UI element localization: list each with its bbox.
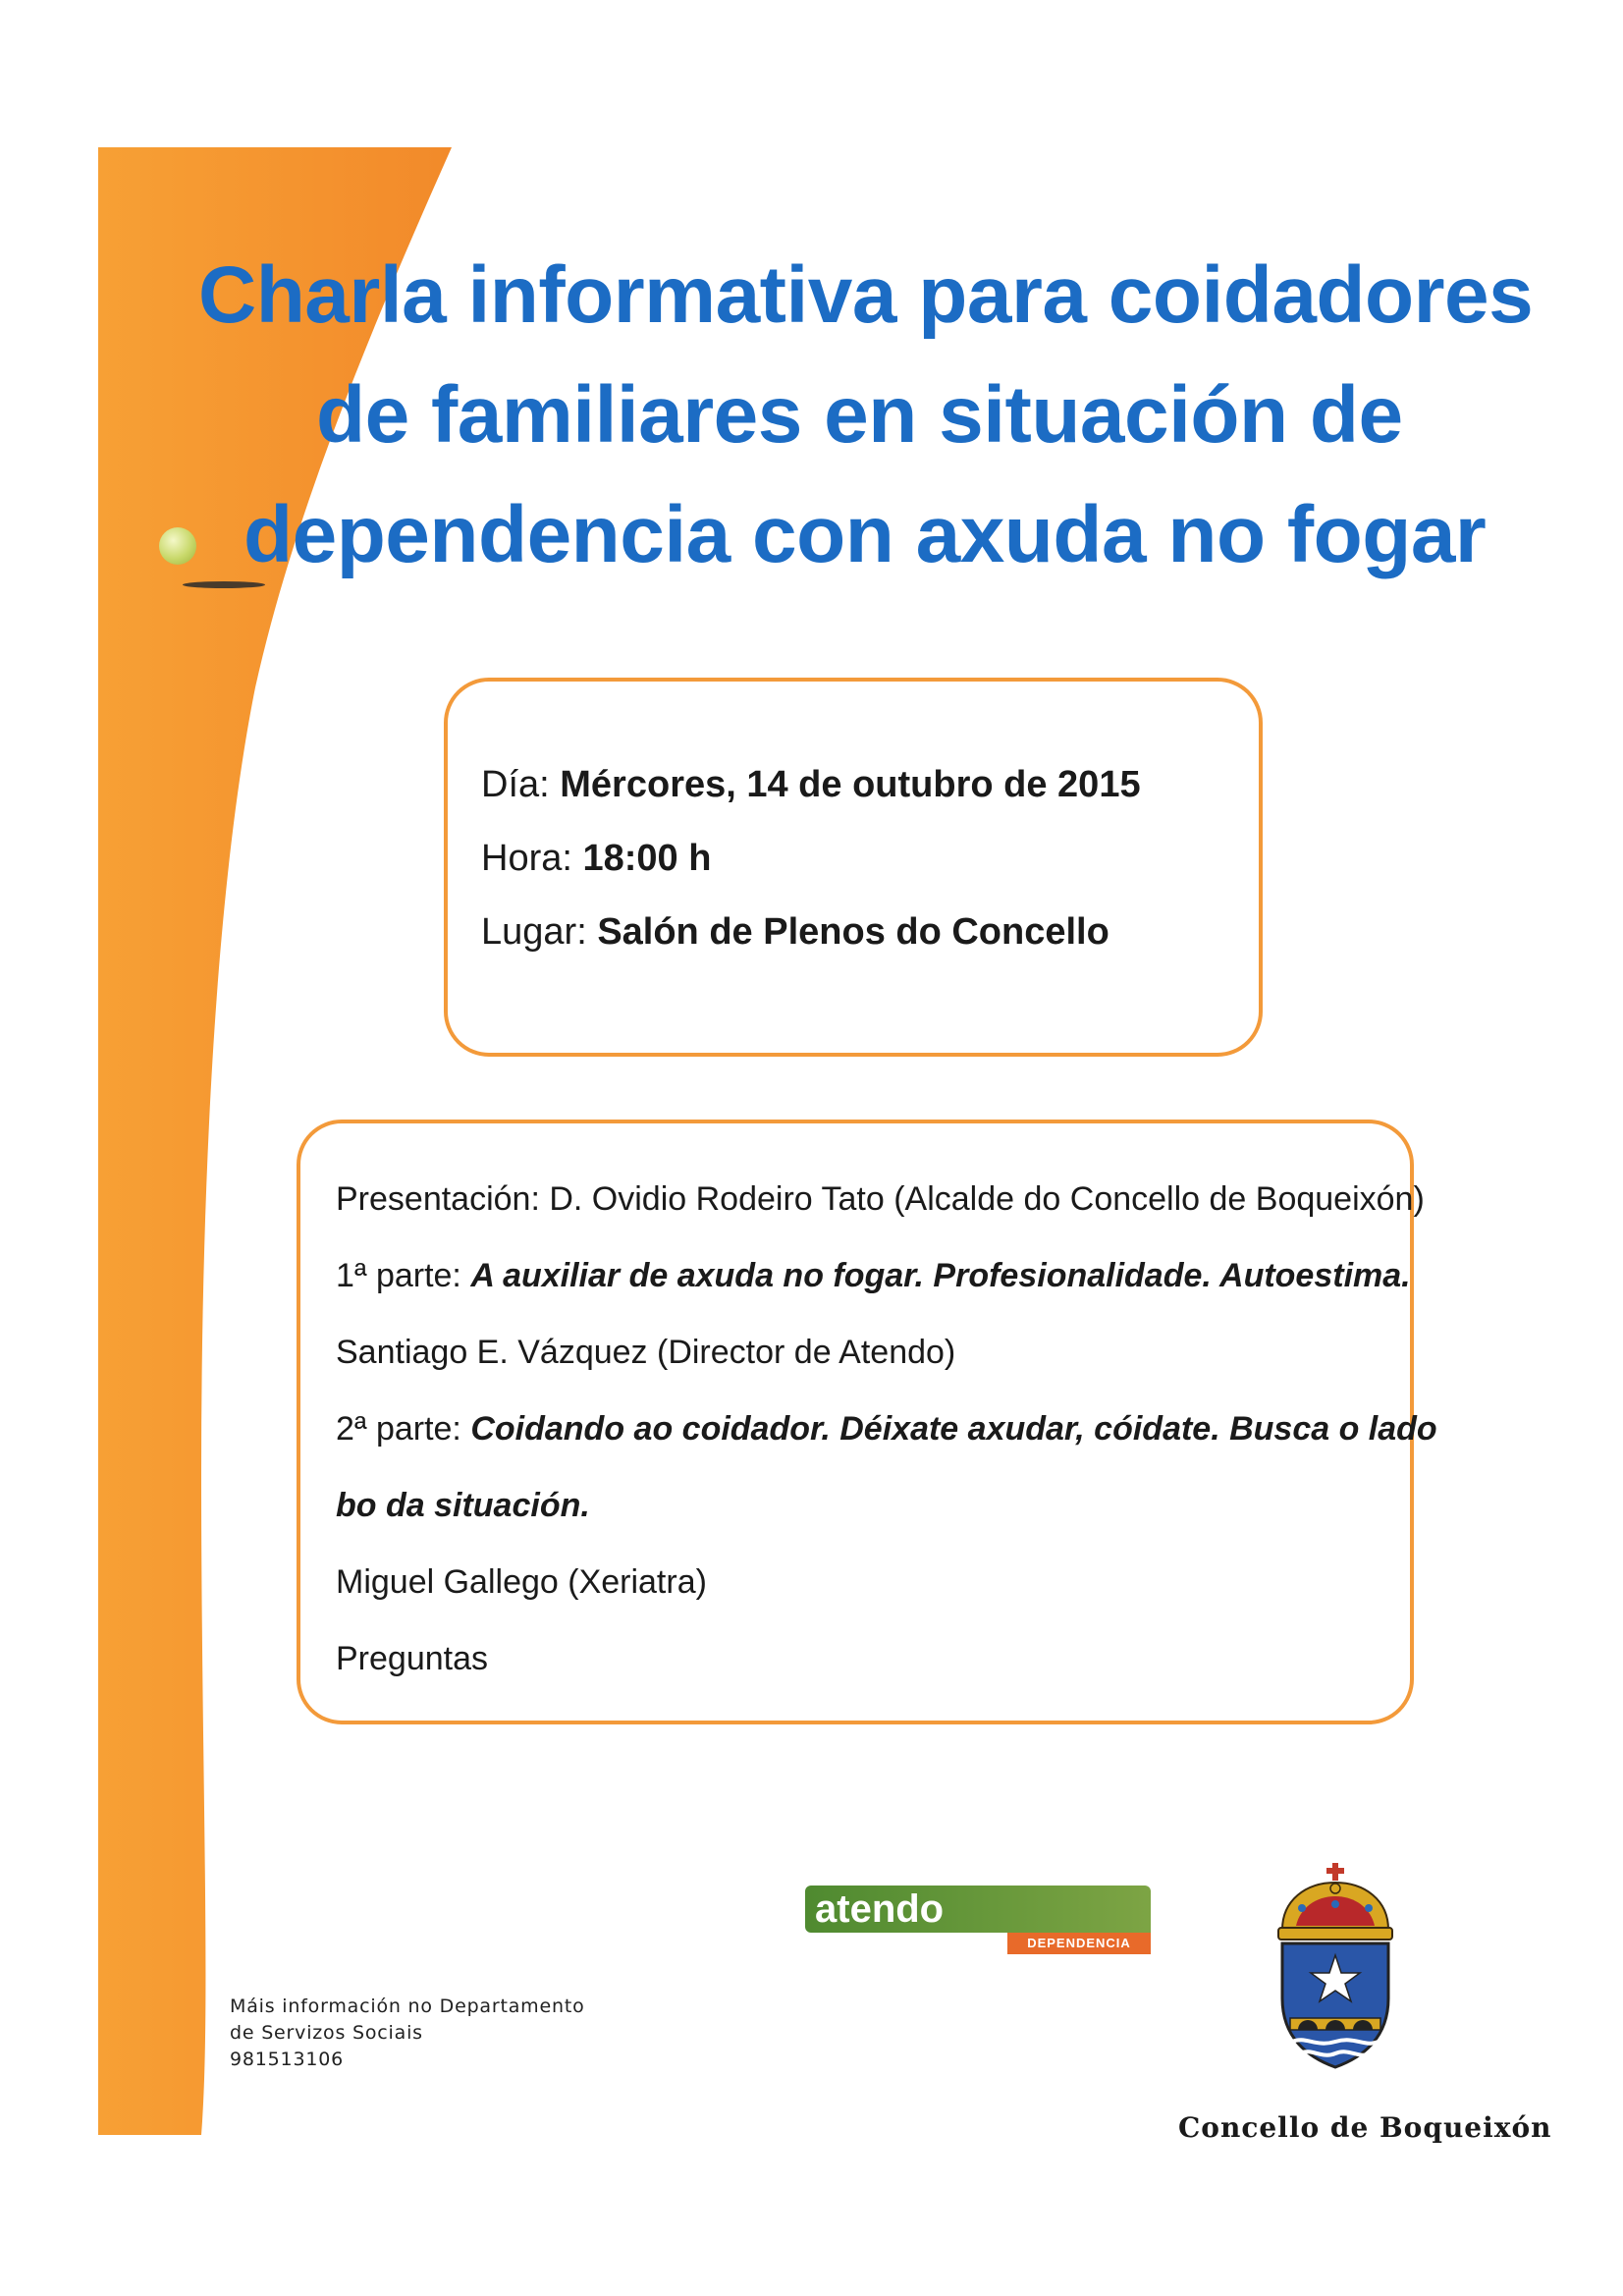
program-part1-row	[336, 1237, 1410, 1314]
page-title	[157, 236, 1551, 595]
event-details-box	[444, 678, 1263, 1057]
program-box	[297, 1120, 1437, 1724]
event-day-value: Mércores, 14 de outubro de 2015	[560, 764, 1141, 805]
coat-of-arms-icon	[1267, 1861, 1404, 2087]
event-day-label: Día:	[481, 764, 550, 805]
program-presentation: Presentación: D. Ovidio Rodeiro Tato (Alcalde do Concello de Boqueixón)	[336, 1180, 1425, 1218]
contact-line-2: de Servizos Sociais	[230, 2022, 423, 2044]
program-part2-continuation	[336, 1467, 1410, 1544]
atendo-logo-word: atendo	[815, 1887, 945, 1931]
event-time-label: Hora:	[481, 838, 572, 879]
event-place-row	[481, 896, 1259, 969]
contact-line-1: Máis información no Departamento	[230, 1995, 585, 2017]
program-part1-label: 1ª parte:	[336, 1257, 461, 1294]
program-part2-label: 2ª parte:	[336, 1410, 461, 1448]
title-line-3: dependencia con axuda no fogar	[243, 490, 1487, 579]
program-questions: Preguntas	[336, 1640, 488, 1677]
bullet-underline	[183, 581, 265, 588]
program-part1-speaker: Santiago E. Vázquez (Director de Atendo)	[336, 1334, 956, 1371]
event-time-row	[481, 822, 1259, 896]
program-part2-value: Coidando ao coidador. Déixate axudar, cóidate. Busca o lado	[470, 1410, 1437, 1448]
atendo-logo	[805, 1886, 1151, 1954]
contact-info	[230, 1994, 585, 2073]
contact-phone: 981513106	[230, 2049, 344, 2070]
event-time-value: 18:00 h	[582, 838, 712, 879]
atendo-logo-tagline: DEPENDENCIA	[1007, 1933, 1151, 1954]
title-line-2: de familiares en situación de	[316, 370, 1403, 460]
program-part1-value: A auxiliar de axuda no fogar. Profesionalidade. Autoestima.	[470, 1257, 1411, 1294]
program-part2-speaker: Miguel Gallego (Xeriatra)	[336, 1563, 707, 1601]
bullet-dot-icon	[159, 527, 196, 565]
organizer-name: Concello de Boqueixón	[1178, 2111, 1552, 2144]
program-part2-row	[336, 1391, 1437, 1467]
event-day-row	[481, 748, 1259, 822]
event-place-label: Lugar:	[481, 911, 587, 953]
title-line-1: Charla informativa para coidadores	[198, 250, 1534, 340]
event-place-value: Salón de Plenos do Concello	[597, 911, 1109, 953]
atendo-logo-bar	[805, 1886, 1151, 1933]
program-part2-value-cont: bo da situación.	[336, 1487, 590, 1524]
